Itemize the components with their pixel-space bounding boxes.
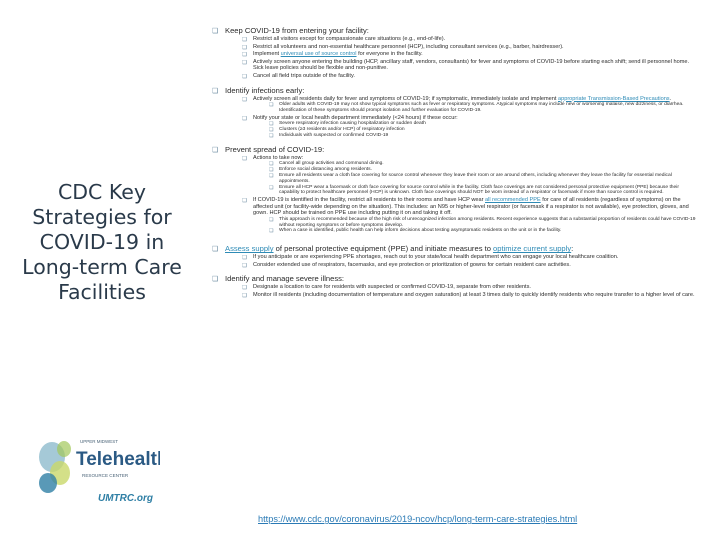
detail-bullet-icon: ❏ [269,128,274,134]
sub-list [242,155,700,235]
detail-list [269,217,700,234]
sub-item-text: Actively screen all residents daily for fever and symptoms of COVID-19; if symptomatic, immediately isolate and implement [253,95,558,102]
section-heading [225,244,700,253]
sub-bullet-icon: ❏ [242,155,248,162]
section-heading-text: of personal protective equipment (PPE) and initiate measures to [273,244,494,254]
sub-item [242,155,700,196]
logo-site-text: UMTRC.org [98,493,153,504]
section-bullet-icon: ❏ [212,246,219,254]
detail-bullet-icon: ❏ [269,229,274,235]
section-heading-text: Identify and manage severe illness: [225,274,345,284]
sub-item [242,36,700,43]
detail-item [269,173,700,185]
logo-sub-text: RESOURCE CENTER [82,473,129,478]
sub-bullet-icon: ❏ [242,96,248,103]
sub-item-text: Actively screen anyone entering the building (HCP, ancillary staff, vendors, consultants) for fever and symptoms of COVID-19 before starting each shift; send ill personnel home. Sick leave policies should be flexible and non-punitive. [253,58,690,72]
section-link[interactable]: Assess supply [225,244,274,254]
detail-item-text: Ensure all residents wear a cloth face covering for source control whenever they leave their room or are around others, including whenever they leave the facility for essential medical appointments. [279,172,672,184]
detail-item-text: Clusters (≥3 residents and/or HCP) of respiratory infection [279,127,405,133]
section-heading-text: Identify infections early: [225,85,305,95]
section-item [212,274,700,298]
section-heading [225,145,700,154]
logo-graphic [36,435,160,517]
logo-main-text: Telehealth [76,449,160,470]
section-bullet-icon: ❏ [212,146,219,154]
sub-list [242,36,700,80]
section-bullet-icon: ❏ [212,276,219,284]
logo-top-text: UPPER MIDWEST [80,439,119,444]
section-item [212,145,700,235]
section-heading-text: Keep COVID-19 from entering your facility: [225,26,369,35]
section-heading-text: : [571,244,574,254]
umtrc-logo [36,435,160,517]
sub-bullet-icon: ❏ [242,115,248,122]
sub-item-text: Restrict all visitors except for compassionate care situations (e.g., end-of-life). [253,36,446,42]
sub-item-text: If COVID-19 is identified in the facility, restrict all residents to their rooms and have HCP wear [253,197,486,204]
detail-bullet-icon: ❏ [269,168,274,174]
detail-bullet-icon: ❏ [269,173,274,179]
detail-bullet-icon: ❏ [269,185,274,191]
source-link[interactable]: https://www.cdc.gov/coronavirus/2019-ncov/hcp/long-term-care-strategies.html [258,514,578,524]
section-heading [225,86,700,95]
sub-item-text: for care of all residents (regardless of symptoms) on the affected unit (or facility-wide depending on the situation). This includes: an N95 or higher-level respirator (or facemask if a respirator is not available), eye protection, gloves, and gown. HCP should be trained on PPE use including putting it on and taking it off. [253,197,689,217]
detail-item-text: Older adults with COVID-19 may not show typical symptoms such as fever or respiratory symptoms. Atypical symptoms may include new or worsening malaise, new dizziness, or diarrhea. Identification of these symptoms should prompt isolation and further evaluation for COVID-19. [279,102,684,113]
detail-item [269,133,700,139]
detail-item-text: Enforce social distancing among residents. [279,167,372,173]
sub-item-text: Designate a location to care for residents with suspected or confirmed COVID-19, separate from other residents. [253,284,531,291]
detail-bullet-icon: ❏ [269,103,274,109]
sub-item [242,51,700,58]
detail-item [269,102,700,114]
sub-list [242,96,700,139]
sub-item-text: . [669,95,672,102]
section-item [212,86,700,139]
sub-bullet-icon: ❏ [242,285,248,292]
section-link[interactable]: optimize current supply [493,244,572,254]
sub-bullet-icon: ❏ [242,52,248,59]
sub-item [242,44,700,51]
sub-item-link[interactable]: universal use of source control [280,51,357,58]
slide-title: CDC Key Strategies for COVID-19 in Long-term Care Facilities [22,180,182,304]
sub-item [242,115,700,139]
sub-bullet-icon: ❏ [242,293,248,300]
sub-item-text: Consider extended use of respirators, facemasks, and eye protection or prioritization of gowns for certain resident care activities. [253,261,571,268]
detail-item [269,228,700,234]
sub-bullet-icon: ❏ [242,44,248,51]
section-item [212,244,700,268]
strategies-list [212,26,700,305]
sub-item-text: Monitor ill residents (including documentation of temperature and oxygen saturation) at least 3 times daily to quickly identify residents who require transfer to a higher level of care. [253,292,695,299]
detail-item-text: When a case is identified, public health can help inform decisions about testing asymptomatic residents on the unit or in the facility. [279,228,562,234]
sub-item-text: Notify your state or local health department immediately (<24 hours) if these occur: [253,114,458,121]
sub-bullet-icon: ❏ [242,255,248,262]
sub-bullet-icon: ❏ [242,198,248,205]
sub-item-link[interactable]: all recommended PPE [485,197,541,204]
sub-item [242,197,700,234]
sub-bullet-icon: ❏ [242,37,248,43]
sub-item-text: for everyone in the facility. [356,51,423,58]
detail-item-text: This approach is recommended because of the high risk of unrecognized infection among residents. Recent experience suggests that a substantial proportion of residents could have COVID-19 without reporting symptoms or before symptoms develop. [279,216,696,228]
detail-bullet-icon: ❏ [269,122,274,128]
sub-item-text: If you anticipate or are experiencing PPE shortages, reach out to your state/local health department who can engage your local healthcare coalition. [253,254,619,261]
sub-item-link[interactable]: appropriate Transmission-Based Precautions [557,95,670,102]
section-item [212,26,700,80]
detail-bullet-icon: ❏ [269,133,274,139]
sub-bullet-icon: ❏ [242,59,248,66]
sub-item-text: Actions to take now: [253,154,304,161]
sub-item-text: Cancel all field trips outside of the facility. [253,72,355,79]
detail-item-text: Severe respiratory infection causing hospitalization or sudden death [279,121,426,127]
detail-bullet-icon: ❏ [269,162,274,168]
detail-bullet-icon: ❏ [269,217,274,223]
detail-item [269,217,700,229]
detail-list [269,102,700,114]
detail-item-text: Cancel all group activities and communal dining. [279,161,384,167]
section-heading [225,274,700,283]
sub-item [242,96,700,114]
sub-list [242,284,700,298]
sub-bullet-icon: ❏ [242,262,248,269]
section-heading-text: Prevent spread of COVID-19: [225,144,325,154]
section-bullet-icon: ❏ [212,87,219,95]
detail-item-text: Individuals with suspected or confirmed COVID-19 [279,132,389,138]
sub-bullet-icon: ❏ [242,73,248,80]
sub-item [242,59,700,72]
sub-item [242,262,700,269]
detail-item [269,185,700,197]
sub-item-text: Restrict all volunteers and non-essential healthcare personnel (HCP), including consultant services (e.g., barber, hairdresser). [253,43,564,50]
sub-item-text: Implement [253,51,281,58]
section-bullet-icon: ❏ [212,28,219,35]
section-heading [225,26,700,35]
sub-item [242,254,700,261]
sub-item [242,284,700,291]
detail-list [269,121,700,138]
sub-item [242,292,700,299]
sub-list [242,254,700,268]
detail-item-text: Ensure all HCP wear a facemask or cloth face covering for source control while in the facility. Cloth face coverings are not considered personal protective equipment (PPE) because their capability to protect healthcare personnel (HCP) is unknown. Cloth face coverings should NOT be worn instead of a respirator or facemask if more than source control is required. [279,184,679,196]
sub-item [242,73,700,80]
detail-list [269,161,700,196]
